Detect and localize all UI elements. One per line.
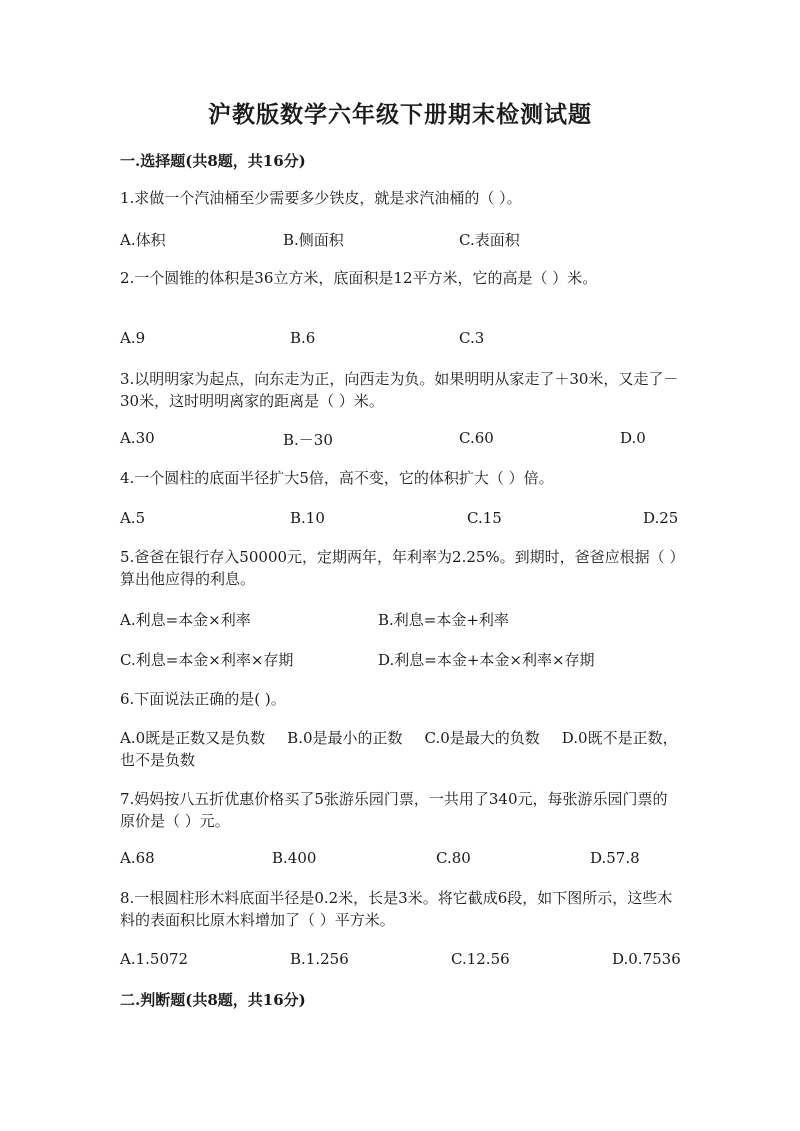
question-5: 5.爸爸在银行存入50000元，定期两年，年利率为2.25%。到期时，爸爸应根据（ ）算出他应得的利息。 — [120, 548, 677, 588]
question-4: 4.一个圆柱的底面半径扩大5倍，高不变，它的体积扩大（ ）倍。 — [120, 469, 554, 487]
question-8: 8.一根圆柱形木料底面半径是0.2米，长是3米。将它截成6段，如下图所示，这些木料的表面积比原木料增加了（ ）平方米。 — [120, 889, 673, 929]
q8-option-b[interactable]: B.1.256 — [290, 950, 349, 968]
q3-option-a[interactable]: A.30 — [120, 429, 155, 447]
q5-option-b[interactable]: B.利息=本金+利率 — [378, 611, 509, 629]
q8-option-a[interactable]: A.1.5072 — [120, 950, 189, 968]
q3-option-b[interactable]: B.－30 — [283, 431, 333, 449]
page-title: 沪教版数学六年级下册期末检测试题 — [208, 101, 592, 128]
q1-option-b[interactable]: B.侧面积 — [283, 231, 344, 249]
q8-option-d[interactable]: D.0.7536 — [612, 950, 681, 968]
q4-option-b[interactable]: B.10 — [290, 509, 325, 527]
q1-option-a[interactable]: A.体积 — [120, 231, 166, 249]
q2-option-c[interactable]: C.3 — [459, 329, 485, 347]
q7-option-b[interactable]: B.400 — [272, 849, 317, 867]
q4-option-a[interactable]: A.5 — [120, 509, 146, 527]
question-6: 6.下面说法正确的是( )。 — [120, 690, 286, 708]
question-3: 3.以明明家为起点，向东走为正，向西走为负。如果明明从家走了＋30米，又走了－30米，这时明明离家的距离是（ ）米。 — [120, 370, 679, 410]
q4-option-d[interactable]: D.25 — [643, 509, 679, 527]
question-1: 1.求做一个汽油桶至少需要多少铁皮，就是求汽油桶的（ ）。 — [120, 189, 522, 207]
question-2: 2.一个圆锥的体积是36立方米，底面积是12平方米，它的高是（ ）米。 — [120, 269, 598, 287]
section-heading-judgement: 二.判断题(共8题，共16分) — [120, 991, 306, 1009]
q7-option-d[interactable]: D.57.8 — [590, 849, 640, 867]
q5-option-c[interactable]: C.利息=本金×利率×存期 — [120, 651, 294, 669]
q6-option-b[interactable]: B.0是最小的正数 — [287, 729, 403, 747]
q4-option-c[interactable]: C.15 — [467, 509, 502, 527]
q5-option-a[interactable]: A.利息=本金×利率 — [120, 611, 251, 629]
section-heading-choice: 一.选择题(共8题，共16分) — [120, 152, 306, 170]
q6-option-c[interactable]: C.0是最大的负数 — [424, 729, 540, 747]
q8-option-c[interactable]: C.12.56 — [451, 950, 510, 968]
q6-option-a[interactable]: A.0既是正数又是负数 — [120, 729, 266, 747]
q3-option-c[interactable]: C.60 — [459, 429, 494, 447]
q1-option-c[interactable]: C.表面积 — [459, 231, 520, 249]
q2-option-a[interactable]: A.9 — [120, 329, 146, 347]
q7-option-c[interactable]: C.80 — [436, 849, 471, 867]
q2-option-b[interactable]: B.6 — [290, 329, 316, 347]
question-7: 7.妈妈按八五折优惠价格买了5张游乐园门票，一共用了340元，每张游乐园门票的原价是（ ）元。 — [120, 790, 668, 830]
q5-option-d[interactable]: D.利息=本金+本金×利率×存期 — [378, 651, 595, 669]
q6-option-d[interactable]: D.0既不是正数，也不是负数 — [120, 729, 678, 769]
q7-option-a[interactable]: A.68 — [120, 849, 155, 867]
q6-options — [120, 727, 680, 771]
q3-option-d[interactable]: D.0 — [620, 429, 646, 447]
